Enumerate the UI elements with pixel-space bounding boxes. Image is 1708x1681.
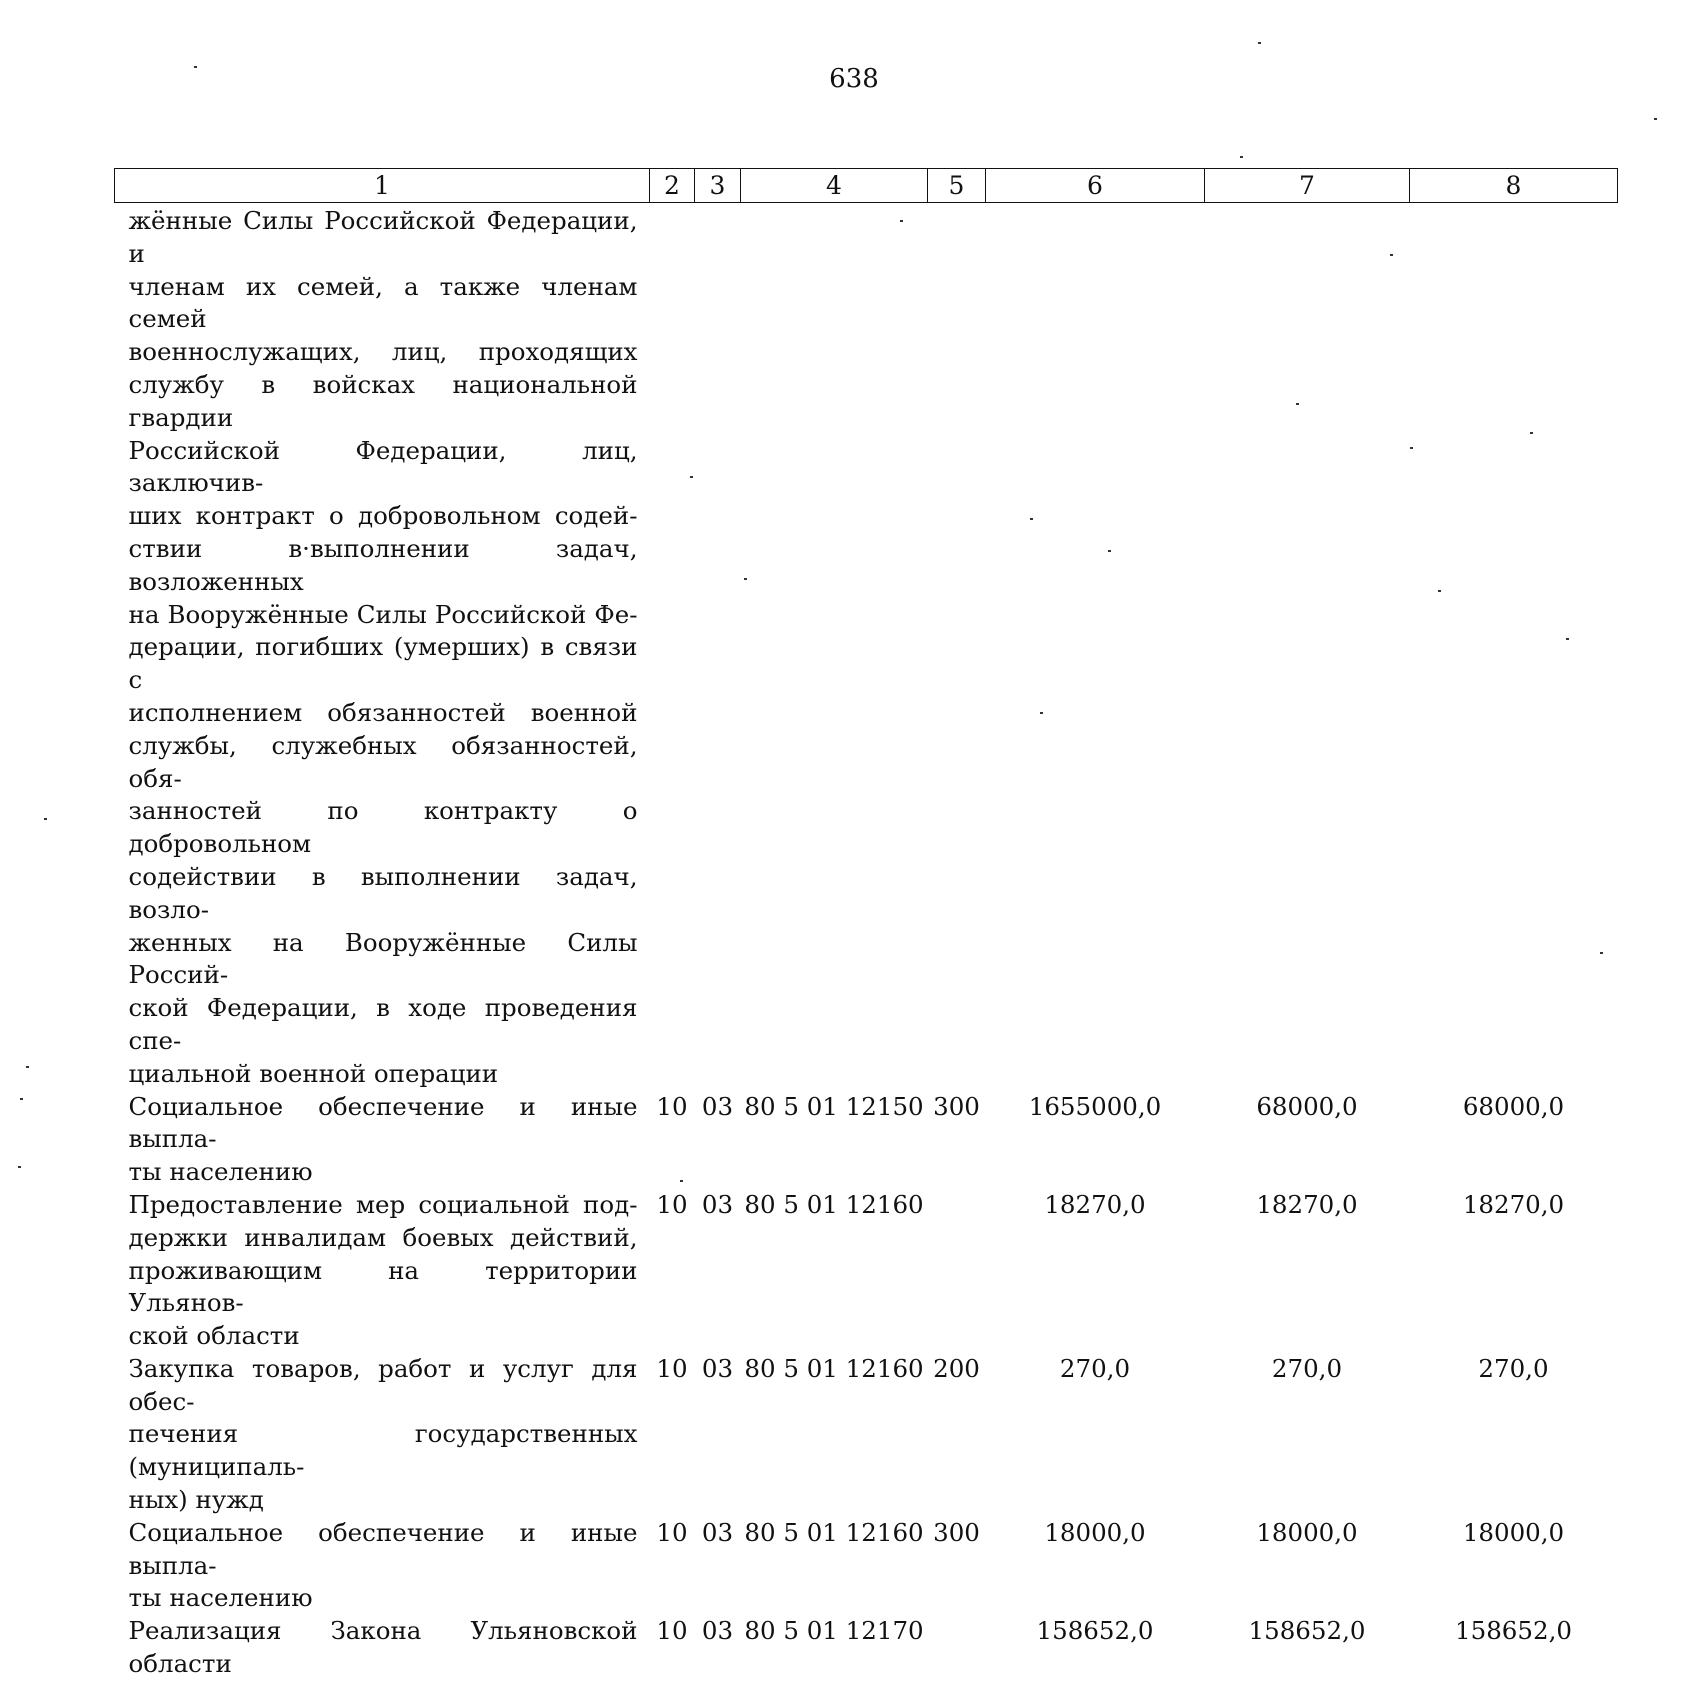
rz-cell	[650, 203, 695, 1091]
table-row	[115, 1189, 1618, 1353]
expense-name	[115, 1615, 650, 1681]
scan-speck	[690, 476, 693, 478]
scan-speck	[1530, 432, 1533, 434]
value-2024-cell: 18270,0	[1256, 1189, 1358, 1219]
value-2023-cell: 18270,0	[1044, 1189, 1146, 1219]
column-header: 6	[986, 169, 1205, 203]
expense-name-line: содействии в выполнении задач, возло-	[128, 861, 638, 924]
expense-name-line: печения государственных (муниципаль-	[128, 1419, 638, 1482]
expense-name	[115, 203, 650, 1091]
expense-name-line: ных) нужд	[128, 1485, 264, 1515]
column-header: 2	[650, 169, 695, 203]
csr-cell: 80 5 01 12160	[744, 1517, 924, 1547]
expense-name-line: службу в войсках национальной гвардии	[128, 369, 638, 432]
scan-speck	[900, 220, 903, 222]
csr-cell: 80 5 01 12160	[744, 1353, 924, 1383]
value-2024-cell: 270,0	[1271, 1353, 1343, 1383]
page-number: 638	[829, 64, 879, 94]
scan-speck	[1654, 118, 1657, 120]
scan-speck	[1600, 952, 1603, 954]
expense-name-line: женных на Вооружённые Силы Россий-	[128, 927, 638, 990]
table-row	[115, 1517, 1618, 1615]
scan-speck	[1410, 447, 1413, 449]
expense-name-line: исполнением обязанностей военной	[128, 697, 638, 727]
expense-name	[115, 1353, 650, 1517]
expense-name-line: ствии в·выполнении задач, возложенных	[128, 533, 638, 596]
scan-speck	[1438, 590, 1441, 592]
rz-cell: 10	[656, 1353, 688, 1383]
scan-speck	[680, 1180, 683, 1182]
scan-speck	[744, 578, 747, 580]
column-header: 1	[115, 169, 650, 203]
vr-cell: 300	[933, 1091, 980, 1121]
value-2024-cell	[1205, 203, 1410, 1091]
expense-name-line: занностей по контракту о добровольном	[128, 796, 638, 859]
rz-cell: 10	[656, 1517, 688, 1547]
expense-name-line: ты населению	[128, 1583, 313, 1613]
expense-name	[115, 1091, 650, 1189]
value-2023-cell: 1655000,0	[1028, 1091, 1162, 1121]
scan-speck	[1390, 254, 1393, 256]
pr-cell: 03	[701, 1189, 734, 1219]
budget-table	[114, 168, 1618, 1681]
expense-name-line: циальной военной операции	[128, 1058, 499, 1088]
scan-speck	[44, 818, 47, 820]
expense-name-line: ты населению	[128, 1157, 313, 1187]
value-2025-cell: 68000,0	[1462, 1091, 1565, 1121]
expense-name-line: военнослужащих, лиц, проходящих	[128, 337, 638, 367]
pr-cell: 03	[701, 1517, 734, 1547]
table-row	[115, 1615, 1618, 1681]
expense-name-line: Предоставление мер социальной под-	[128, 1189, 638, 1219]
expense-name-line: Социальное обеспечение и иные выпла-	[128, 1517, 638, 1580]
column-header: 8	[1410, 169, 1618, 203]
expense-name	[115, 1189, 650, 1353]
csr-cell	[741, 203, 928, 1091]
expense-name-line: дерации, погибших (умерших) в связи с	[128, 632, 638, 695]
value-2023-cell	[986, 203, 1205, 1091]
scan-speck	[1040, 712, 1043, 714]
value-2024-cell: 158652,0	[1248, 1616, 1366, 1646]
value-2025-cell: 18000,0	[1462, 1517, 1565, 1547]
expense-name-line: держки инвалидам боевых действий,	[128, 1222, 638, 1252]
value-2024-cell: 18000,0	[1256, 1517, 1358, 1547]
expense-name-line: Социальное обеспечение и иные выпла-	[128, 1091, 638, 1154]
scan-speck	[26, 1066, 29, 1068]
rz-cell: 10	[656, 1091, 688, 1121]
pr-cell: 03	[701, 1091, 734, 1121]
scan-speck	[1258, 42, 1261, 44]
column-header: 5	[928, 169, 986, 203]
vr-cell	[928, 203, 986, 1091]
column-header: 7	[1205, 169, 1410, 203]
scan-speck	[1240, 156, 1243, 158]
vr-cell: 300	[933, 1517, 980, 1547]
pr-cell: 03	[701, 1616, 734, 1646]
table-row	[115, 203, 1618, 1091]
rz-cell: 10	[656, 1189, 688, 1219]
expense-name-line: ской Федерации, в ходе проведения спе-	[128, 993, 638, 1055]
scan-speck	[20, 1098, 23, 1100]
scan-speck	[18, 1166, 21, 1168]
column-header: 3	[695, 169, 741, 203]
expense-name-line: проживающим на территории Ульянов-	[128, 1255, 638, 1318]
value-2023-cell: 270,0	[1059, 1353, 1131, 1383]
expense-name-line: жённые Силы Российской Федерации, и	[128, 206, 638, 268]
table-row	[115, 1091, 1618, 1189]
vr-cell: 200	[933, 1353, 980, 1383]
csr-cell: 80 5 01 12150	[744, 1091, 924, 1121]
csr-cell: 80 5 01 12160	[744, 1189, 924, 1219]
table-row	[115, 1353, 1618, 1517]
scan-speck	[1108, 550, 1111, 552]
expense-name-line: Закупка товаров, работ и услуг для обес-	[128, 1353, 638, 1416]
header-row	[115, 169, 1618, 203]
scan-speck	[194, 66, 197, 68]
expense-name-line: ской области	[128, 1321, 300, 1351]
expense-name	[115, 1517, 650, 1615]
value-2023-cell: 18000,0	[1044, 1517, 1146, 1547]
pr-cell: 03	[701, 1353, 734, 1383]
scan-speck	[1030, 518, 1033, 520]
vr-cell	[928, 1615, 986, 1681]
expense-name-line: Реализация Закона Ульяновской области	[128, 1616, 638, 1679]
value-2025-cell	[1410, 203, 1618, 1091]
value-2025-cell: 270,0	[1478, 1353, 1549, 1383]
rz-cell: 10	[656, 1616, 688, 1646]
vr-cell	[928, 1189, 986, 1353]
scan-speck	[1296, 403, 1299, 405]
column-header: 4	[741, 169, 928, 203]
value-2024-cell: 68000,0	[1256, 1091, 1358, 1121]
value-2023-cell: 158652,0	[1036, 1616, 1154, 1646]
pr-cell	[695, 203, 741, 1091]
csr-cell: 80 5 01 12170	[744, 1616, 924, 1646]
expense-name-line: ших контракт о добровольном содей-	[128, 501, 638, 531]
value-2025-cell: 158652,0	[1455, 1616, 1572, 1646]
expense-name-line: Российской Федерации, лиц, заключив-	[128, 435, 638, 498]
value-2025-cell: 18270,0	[1462, 1189, 1565, 1219]
expense-name-line: службы, служебных обязанностей, обя-	[128, 730, 638, 793]
scan-speck	[1566, 638, 1569, 640]
expense-name-line: на Вооружённые Силы Российской Фе-	[128, 599, 638, 629]
expense-name-line: членам их семей, а также членам семей	[128, 271, 638, 334]
